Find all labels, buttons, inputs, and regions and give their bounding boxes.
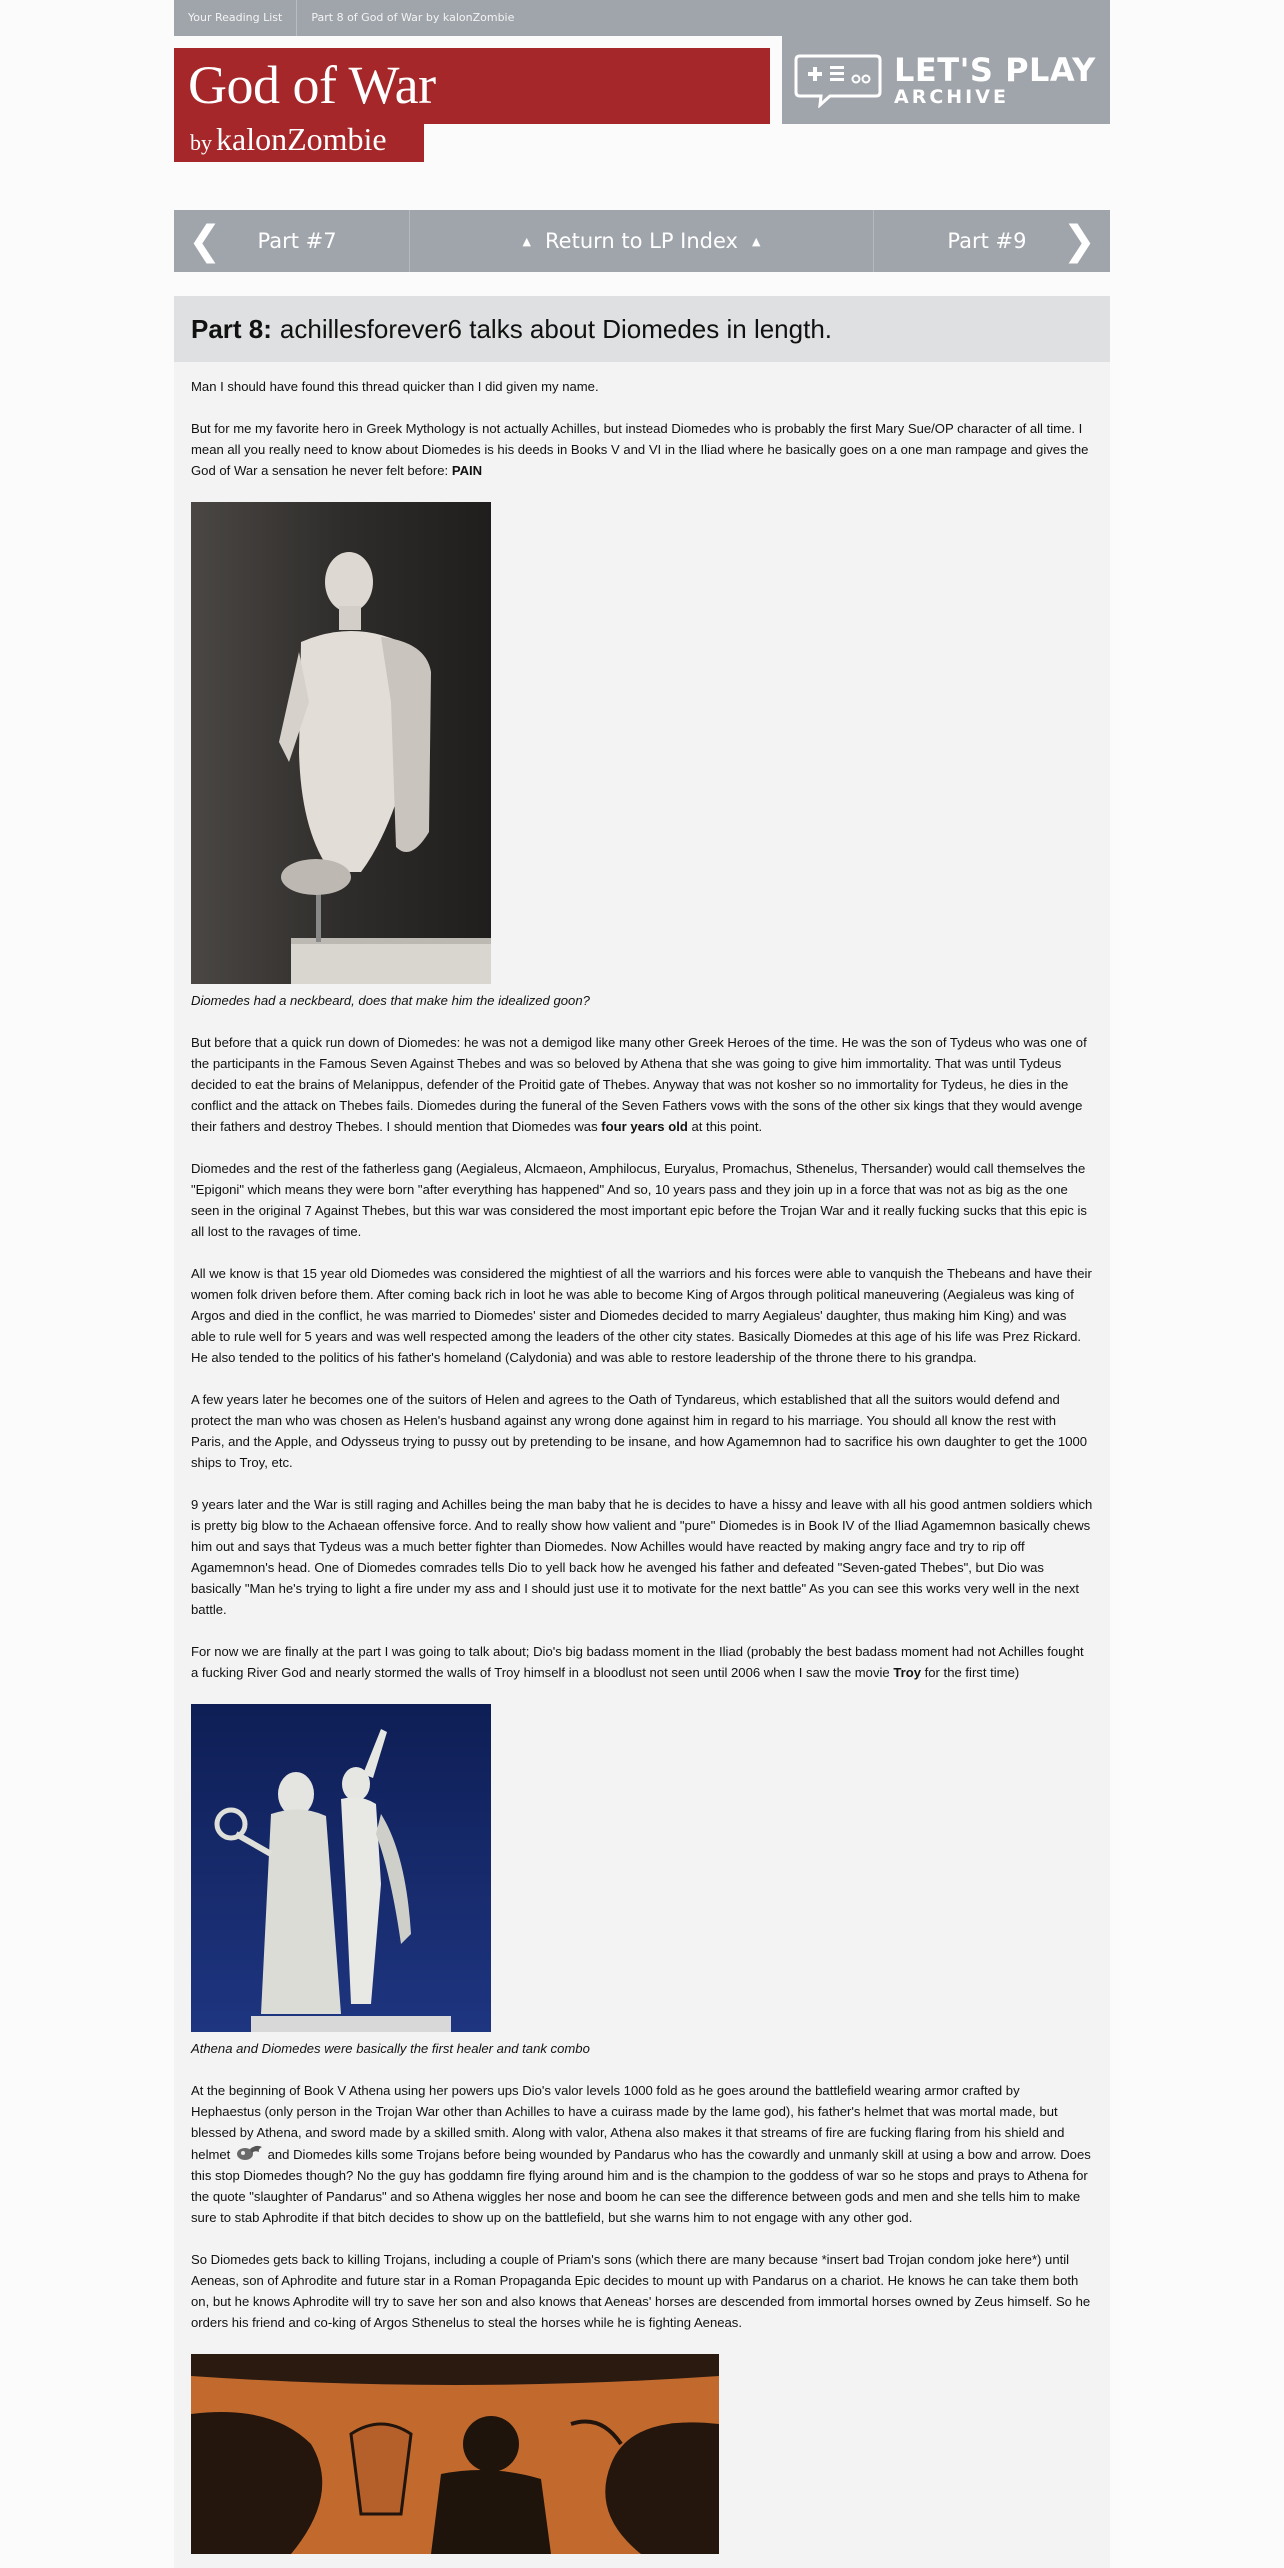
bold-emphasis: PAIN [451, 463, 483, 478]
image-caption: Diomedes had a neckbeard, does that make him the idealized goon? [191, 993, 590, 1008]
triangle-up-icon: ▲ [522, 234, 532, 248]
paragraph-text: For now we are finally at the part I was going to talk about; Dio's big badass moment in the Iliad (probably the best badass moment had not Achilles fought a fucking River God and nearly stormed the walls of Troy himself in a bloodlust not seen until 2006 when I saw the movie [191, 1644, 1084, 1680]
paragraph [191, 2080, 1093, 2228]
post-body [174, 362, 1110, 2568]
post-title [174, 296, 1110, 362]
page-wrapper [174, 0, 1110, 2568]
lp-title-banner[interactable] [174, 48, 770, 124]
fire-helmet-emoticon-icon [234, 2143, 264, 2161]
paragraph [191, 1641, 1093, 1683]
paragraph-text: at this point. [691, 1119, 763, 1134]
part-number: Part 8: [191, 313, 272, 344]
lets-play-archive-logo[interactable] [782, 36, 1110, 124]
diomedes-statue-image[interactable] [191, 502, 491, 984]
archive-wordmark [894, 53, 1096, 107]
prev-part-label: Part #7 [257, 229, 337, 253]
athena-diomedes-statue-image[interactable] [191, 1704, 491, 2032]
reading-list-link[interactable]: Your Reading List [188, 11, 283, 24]
paragraph-text: for the first time) [924, 1665, 1020, 1680]
greek-pottery-image[interactable] [191, 2354, 719, 2554]
paragraph: Man I should have found this thread quicker than I did given my name. [191, 379, 599, 394]
chevron-left-icon: ❮ [188, 218, 222, 264]
paragraph-text: At the beginning of Book V Athena using her powers ups Dio's valor levels 1000 fold as he goes around the battlefield wearing armor crafted by Hephaestus (only person in the Trojan War other than Achilles to have a cuirass made by the lame god), his father's helmet that was mortal made, but blessed by Athena, and sword made by a skilled smith. Along with valor, Athena also makes it that streams of fire are fucking flaring from his shield and helmet [191, 2083, 1065, 2162]
top-breadcrumb-bar [174, 0, 1110, 36]
archive-line-1: LET'S PLAY [894, 51, 1096, 89]
paragraph [191, 1032, 1093, 1137]
byline-prefix: by [190, 130, 212, 155]
current-part-crumb[interactable]: Part 8 of God of War by kalonZombie [296, 0, 528, 36]
author-byline [174, 121, 424, 162]
paragraph: So Diomedes gets back to killing Trojans, including a couple of Priam's sons (which there are many because *insert bad Trojan condom joke here*) until Aeneas, son of Aphrodite and future star in a Roman Propaganda Epic decides to mount up with Pandarus on a chariot. He knows he can take them both on, but he knows Aphrodite will try to save her son and also knows that Aeneas' horses are descended from immortal horses owned by Zeus himself. So he orders his friend and co-king of Argos Sthenelus to steal the horses while he is fighting Aeneas. [191, 2252, 1091, 2330]
next-part-label: Part #9 [947, 229, 1027, 253]
paragraph: All we know is that 15 year old Diomedes was considered the mightiest of all the warriors and his forces were able to vanquish the Thebeans and have their women folk driven before them. After coming back rich in loot he was able to become King of Argos through political maneuvering (Aegialeus was king of Argos and died in the conflict, he was married to Diomedes' sister and Diomedes decided to marry Aegialeus' daughter, thus making him King) and was able to rule well for 5 years and was well respected among the leaders of the other city states. Basically Diomedes at this age of his life was Prez Rickard. He also tended to the politics of his father's homeland (Calydonia) and was able to restore leadership of the throne there to his grandpa. [191, 1266, 1092, 1365]
bold-emphasis: Troy [893, 1665, 921, 1680]
triangle-up-icon: ▲ [751, 234, 761, 248]
site-header [174, 36, 1110, 174]
lp-index-link[interactable] [410, 210, 874, 272]
paragraph-text: But for me my favorite hero in Greek Mythology is not actually Achilles, but instead Diomedes who is probably the first Mary Sue/OP character of all time. I mean all you really need to know about Diomedes is his deeds in Books V and VI in the Iliad where he basically goes on a one man rampage and gives the God of War a sensation he never felt before: [191, 421, 1089, 478]
archive-line-2: ARCHIVE [894, 86, 1009, 108]
paragraph: A few years later he becomes one of the suitors of Helen and agrees to the Oath of Tyndareus, which established that all the suitors would defend and protect the man who was chosen as Helen's husband against any wrong done against him in regard to his marriage. You should all know the rest with Paris, and the Apple, and Odysseus trying to pussy out by pretending to be insane, and how Agamemnon had to sacrifice his own daughter to get the 1000 ships to Troy, etc. [191, 1392, 1088, 1470]
gamepad-speech-icon [794, 52, 882, 108]
bold-emphasis: four years old [601, 1119, 688, 1134]
paragraph [191, 418, 1093, 481]
author-name: kalonZombie [216, 121, 387, 157]
paragraph-text: and Diomedes kills some Trojans before being wounded by Pandarus who has the cowardly and unmanly skill at using a bow and arrow. Does this stop Diomedes though? No the guy has goddamn fire flying around him and is the champion to the goddess of war so he stops and prays to Athena for the quote "slaughter of Pandarus" and so Athena wiggles her nose and boom he can see the difference between gods and men and she tells him to make sure to stab Aphrodite if that bitch decides to show up on the battlefield, but she warns him to not engage with any other god. [191, 2147, 1091, 2225]
lp-title: God of War [188, 55, 436, 115]
prev-part-link[interactable] [174, 210, 410, 272]
image-caption: Athena and Diomedes were basically the first healer and tank combo [191, 2041, 590, 2056]
paragraph: 9 years later and the War is still raging and Achilles being the man baby that he is decides to have a hissy and leave with all his good antmen soldiers which is pretty big blow to the Achaean offensive force. And to really show how valient and "pure" Diomedes is in Book IV of the Iliad Agamemnon basically chews him out and says that Tydeus was a much better fighter than Diomedes. Now Achilles would have reacted by making angry face and try to rip off Agamemnon's head. One of Diomedes comrades tells Dio to yell back how he avenged his father and defeated "Seven-gated Thebes", but Dio was basically "Man he's trying to light a fire under my ass and I should just use it to motivate for the next battle" As you can see this works very well in the next battle. [191, 1497, 1093, 1617]
next-part-link[interactable] [874, 210, 1110, 272]
paragraph: Diomedes and the rest of the fatherless gang (Aegialeus, Alcmaeon, Amphilocus, Euryalus, Promachus, Sthenelus, Thersander) would call themselves the "Epigoni" which means they were born "after everything has happened" And so, 10 years pass and they join up in a force that was not as big as the one seen in the original 7 Against Thebes, but this war was considered the most important epic before the Trojan War and it really fucking sucks that this epic is all lost to the ravages of time. [191, 1161, 1087, 1239]
post-title-text: achillesforever6 talks about Diomedes in length. [279, 313, 833, 344]
part-navigation [174, 210, 1110, 272]
paragraph-text: But before that a quick run down of Diomedes: he was not a demigod like many other Greek Heroes of the time. He was the son of Tydeus who was one of the participants in the Famous Seven Against Thebes and was so beloved by Athena that she was going to give him immortality. That was until Tydeus decided to eat the brains of Melanippus, defender of the Proitid gate of Thebes. Anyway that was not kosher so no immortality for Tydeus, he dies in the conflict and the attack on Thebes fails. Diomedes during the funeral of the Seven Fathers vows with the sons of the other six kings that they would avenge their fathers and destroy Thebes. I should mention that Diomedes was [191, 1035, 1087, 1134]
chevron-right-icon: ❯ [1062, 218, 1096, 264]
lp-index-label: Return to LP Index [545, 229, 738, 253]
